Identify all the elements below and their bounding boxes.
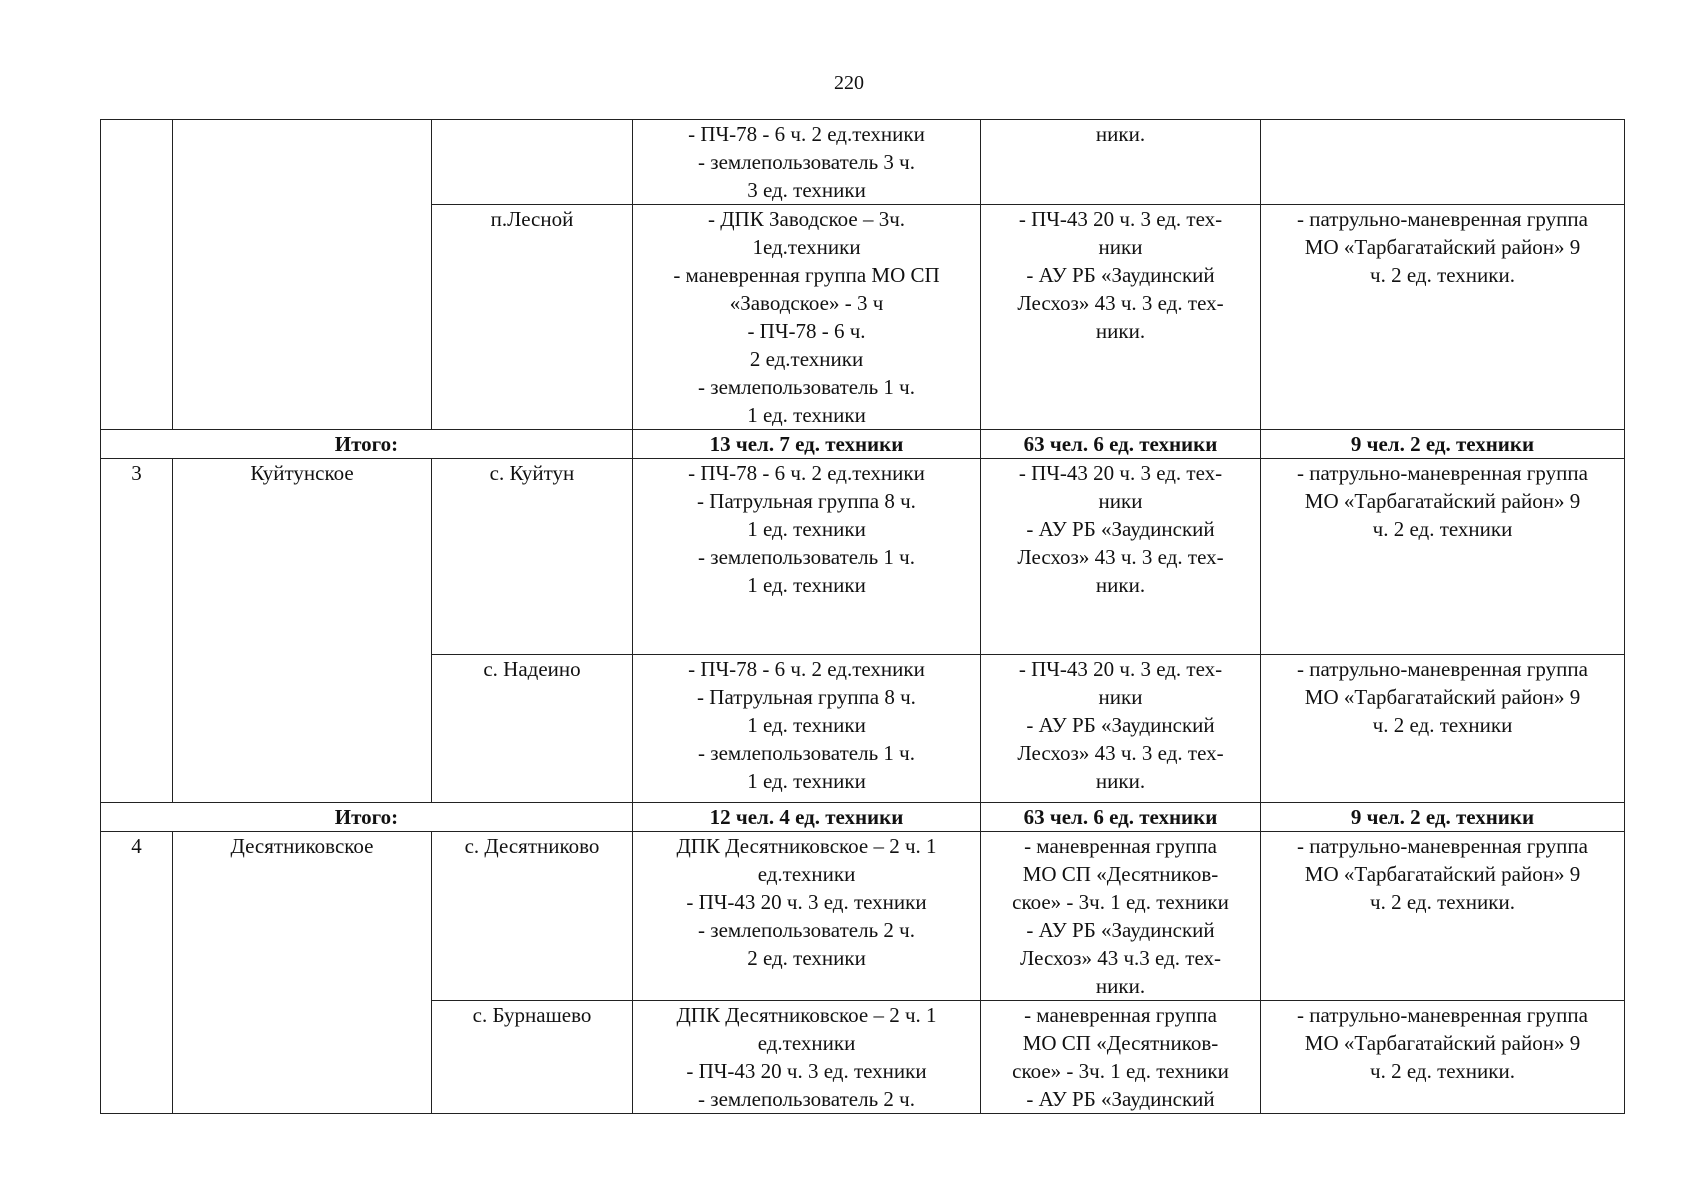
total-forces: 12 чел. 4 ед. техники [633,803,981,832]
district-cell [1261,1001,1625,1114]
cell-line: - землепользователь 2 ч. [698,1087,915,1111]
reserve-cell [981,655,1261,803]
forces-cell [633,655,981,803]
settlement-cell: Десятниковское [173,832,432,1114]
settlement-cell: Куйтунское [173,459,432,803]
reserve-cell [981,120,1261,205]
row-number-cell [101,120,173,430]
cell-line: ед.техники [757,862,856,886]
locality-cell: с. Бурнашево [432,1001,633,1114]
cell-line: ское» - 3ч. 1 ед. техники [1012,1059,1229,1083]
forces-cell [633,832,981,1001]
reserve-cell [981,459,1261,655]
district-cell [1261,205,1625,430]
settlement-cell [173,120,432,430]
cell-line: ники [1098,685,1143,709]
cell-line: Лесхоз» 43 ч.3 ед. тех- [1020,946,1221,970]
cell-line: - землепользователь 1 ч. [698,545,915,569]
cell-line: - ПЧ-78 - 6 ч. 2 ед.техники [688,657,925,681]
cell-line: ники. [1095,319,1146,343]
cell-line: МО «Тарбагатайский район» 9 [1304,862,1581,886]
cell-line: - АУ РБ «Заудинский [1026,713,1215,737]
cell-line: - Патрульная группа 8 ч. [697,489,916,513]
locality-cell: п.Лесной [432,205,633,430]
cell-line: - ПЧ-78 - 6 ч. [747,319,866,343]
locality-cell [432,120,633,205]
cell-line: МО СП «Десятников- [1022,1031,1219,1055]
total-district: 9 чел. 2 ед. техники [1261,803,1625,832]
total-reserve: 63 чел. 6 ед. техники [981,430,1261,459]
forces-cell [633,120,981,205]
total-forces: 13 чел. 7 ед. техники [633,430,981,459]
cell-line: - патрульно-маневренная группа [1297,461,1588,485]
cell-line: Лесхоз» 43 ч. 3 ед. тех- [1017,545,1224,569]
cell-line: МО «Тарбагатайский район» 9 [1304,489,1581,513]
cell-line: ники. [1095,573,1146,597]
cell-line: - АУ РБ «Заудинский [1026,918,1215,942]
forces-cell [633,1001,981,1114]
table-row [101,832,1625,1001]
cell-line: - маневренная группа МО СП [673,263,940,287]
total-row [101,803,1625,832]
cell-line: - патрульно-маневренная группа [1297,657,1588,681]
row-number-cell: 3 [101,459,173,803]
reserve-cell [981,1001,1261,1114]
cell-line: ники [1098,235,1143,259]
cell-line: 2 ед. техники [747,946,866,970]
cell-line: ДПК Десятниковское – 2 ч. 1 [676,834,937,858]
cell-line: ед.техники [757,1031,856,1055]
cell-line: - землепользователь 3 ч. [698,150,915,174]
cell-line: - патрульно-маневренная группа [1297,207,1588,231]
cell-line: Лесхоз» 43 ч. 3 ед. тех- [1017,741,1224,765]
cell-line: 1 ед. техники [747,403,866,427]
cell-line: ч. 2 ед. техники. [1370,263,1515,287]
cell-line: МО «Тарбагатайский район» 9 [1304,685,1581,709]
cell-line: 1 ед. техники [747,713,866,737]
district-cell [1261,655,1625,803]
cell-line: 3 ед. техники [747,178,866,202]
cell-line: - ПЧ-43 20 ч. 3 ед. тех- [1018,657,1223,681]
cell-line: Лесхоз» 43 ч. 3 ед. тех- [1017,291,1224,315]
cell-line: ч. 2 ед. техники. [1370,1059,1515,1083]
cell-line: - ПЧ-43 20 ч. 3 ед. техники [686,890,927,914]
cell-line: ники. [1095,122,1146,146]
forces-cell [633,205,981,430]
cell-line: - ПЧ-78 - 6 ч. 2 ед.техники [688,461,925,485]
cell-line: МО «Тарбагатайский район» 9 [1304,235,1581,259]
locality-cell: с. Куйтун [432,459,633,655]
cell-line: - АУ РБ «Заудинский [1026,1087,1215,1111]
table-row [101,459,1625,655]
cell-line: - ПЧ-78 - 6 ч. 2 ед.техники [688,122,925,146]
cell-line: 1 ед. техники [747,769,866,793]
page-number: 220 [834,72,864,94]
cell-line: 2 ед.техники [749,347,864,371]
cell-line: ДПК Десятниковское – 2 ч. 1 [676,1003,937,1027]
cell-line: - ДПК Заводское – 3ч. [707,207,906,231]
cell-line: - ПЧ-43 20 ч. 3 ед. тех- [1018,461,1223,485]
cell-line: - патрульно-маневренная группа [1297,834,1588,858]
table-row [101,120,1625,205]
cell-line: 1 ед. техники [747,517,866,541]
cell-line: ники. [1095,769,1146,793]
locality-cell: с. Десятниково [432,832,633,1001]
total-label: Итого: [101,803,633,832]
cell-line: ники. [1095,974,1146,998]
cell-line: ское» - 3ч. 1 ед. техники [1012,890,1229,914]
forces-cell [633,459,981,655]
total-label: Итого: [101,430,633,459]
district-cell [1261,459,1625,655]
total-row [101,430,1625,459]
reserve-cell [981,832,1261,1001]
cell-line: - землепользователь 1 ч. [698,741,915,765]
fire-forces-table [100,119,1625,1114]
cell-line: МО СП «Десятников- [1022,862,1219,886]
district-cell [1261,832,1625,1001]
cell-line: - землепользователь 2 ч. [698,918,915,942]
cell-line: ч. 2 ед. техники [1372,517,1513,541]
cell-line: - АУ РБ «Заудинский [1026,263,1215,287]
cell-line: МО «Тарбагатайский район» 9 [1304,1031,1581,1055]
cell-line: - маневренная группа [1024,1003,1217,1027]
total-district: 9 чел. 2 ед. техники [1261,430,1625,459]
cell-line: - землепользователь 1 ч. [698,375,915,399]
cell-line: ники [1098,489,1143,513]
cell-line: «Заводское» - 3 ч [729,291,884,315]
cell-line: - патрульно-маневренная группа [1297,1003,1588,1027]
cell-line: - Патрульная группа 8 ч. [697,685,916,709]
row-number-cell: 4 [101,832,173,1114]
cell-line: 1ед.техники [752,235,861,259]
cell-line: - АУ РБ «Заудинский [1026,517,1215,541]
cell-line: 1 ед. техники [747,573,866,597]
district-cell [1261,120,1625,205]
reserve-cell [981,205,1261,430]
cell-line: ч. 2 ед. техники [1372,713,1513,737]
total-reserve: 63 чел. 6 ед. техники [981,803,1261,832]
cell-line: - ПЧ-43 20 ч. 3 ед. тех- [1018,207,1223,231]
locality-cell: с. Надеино [432,655,633,803]
cell-line: - ПЧ-43 20 ч. 3 ед. техники [686,1059,927,1083]
cell-line: ч. 2 ед. техники. [1370,890,1515,914]
cell-line: - маневренная группа [1024,834,1217,858]
